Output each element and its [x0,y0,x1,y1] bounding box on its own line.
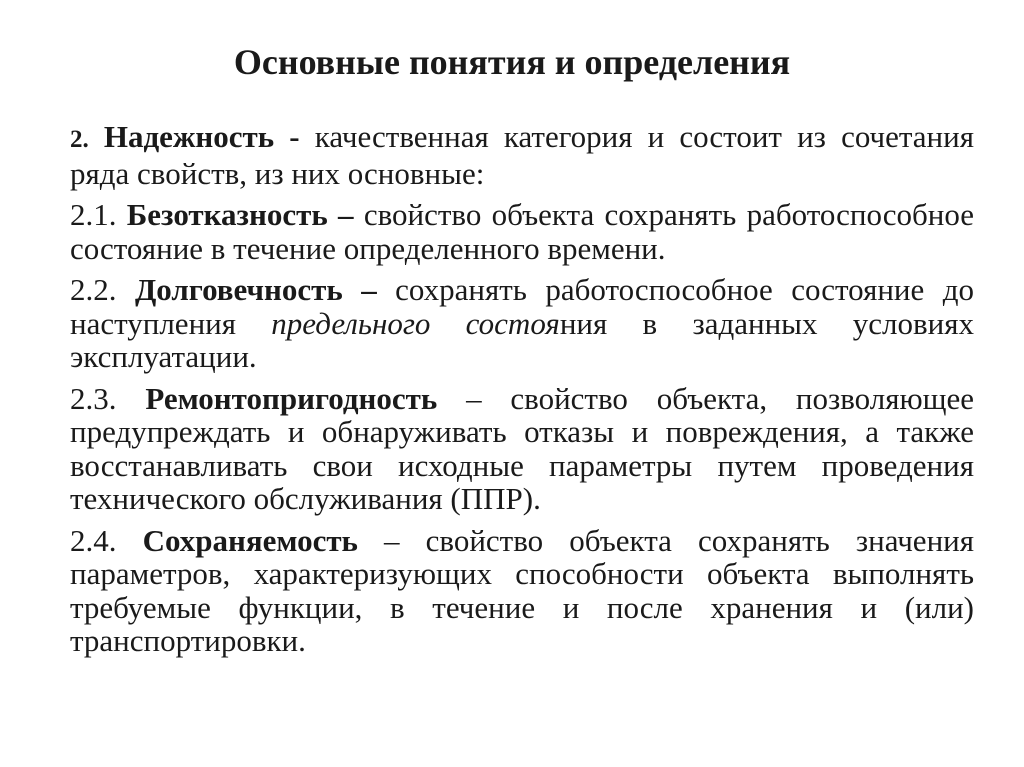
item-text-before: сохранять работоспособное состояние до наступления [70,272,974,341]
slide-content [70,120,974,666]
item-text: – свойство объекта, позволяющее предупреждать и обнаруживать отказы и повреждения, а также восстанавливать свои исходные параметры путем проведения технического обслуживания (ППР). [70,380,975,516]
item-number: 2.1. [70,197,127,232]
item-term: Безотказность – [126,197,354,232]
item-paragraph-2-4 [70,524,974,658]
slide-title: Основные понятия и определения [233,42,791,82]
intro-text: качественная категория и состоит из сочетания ряда свойств, из них основные: [70,119,974,191]
item-text-after: ния в заданных условиях эксплуатации. [70,305,974,374]
item-text: – свойство объекта сохранять значения параметров, характеризующих способности объекта выполнять требуемые функции, в течение и после хранения и (или) транспортировки. [70,522,975,658]
item-term: Ремонтопригодность [145,380,438,416]
item-paragraph-2-3 [70,382,974,516]
intro-term: Надежность - [103,119,300,154]
item-term: Долговечность – [134,272,377,307]
item-number: 2.4. [70,522,143,558]
item-text-italic: предельного состоя [271,305,560,341]
item-term: Сохраняемость [142,522,358,558]
item-number: 2.3. [70,380,146,416]
item-paragraph-2-2 [70,273,974,374]
item-paragraph-2-1 [70,198,974,265]
intro-paragraph [70,120,974,190]
item-text: свойство объекта сохранять работоспособное состояние в течение определенного времени. [70,197,975,266]
intro-number: 2. [70,126,89,153]
item-number: 2.2. [70,272,135,307]
